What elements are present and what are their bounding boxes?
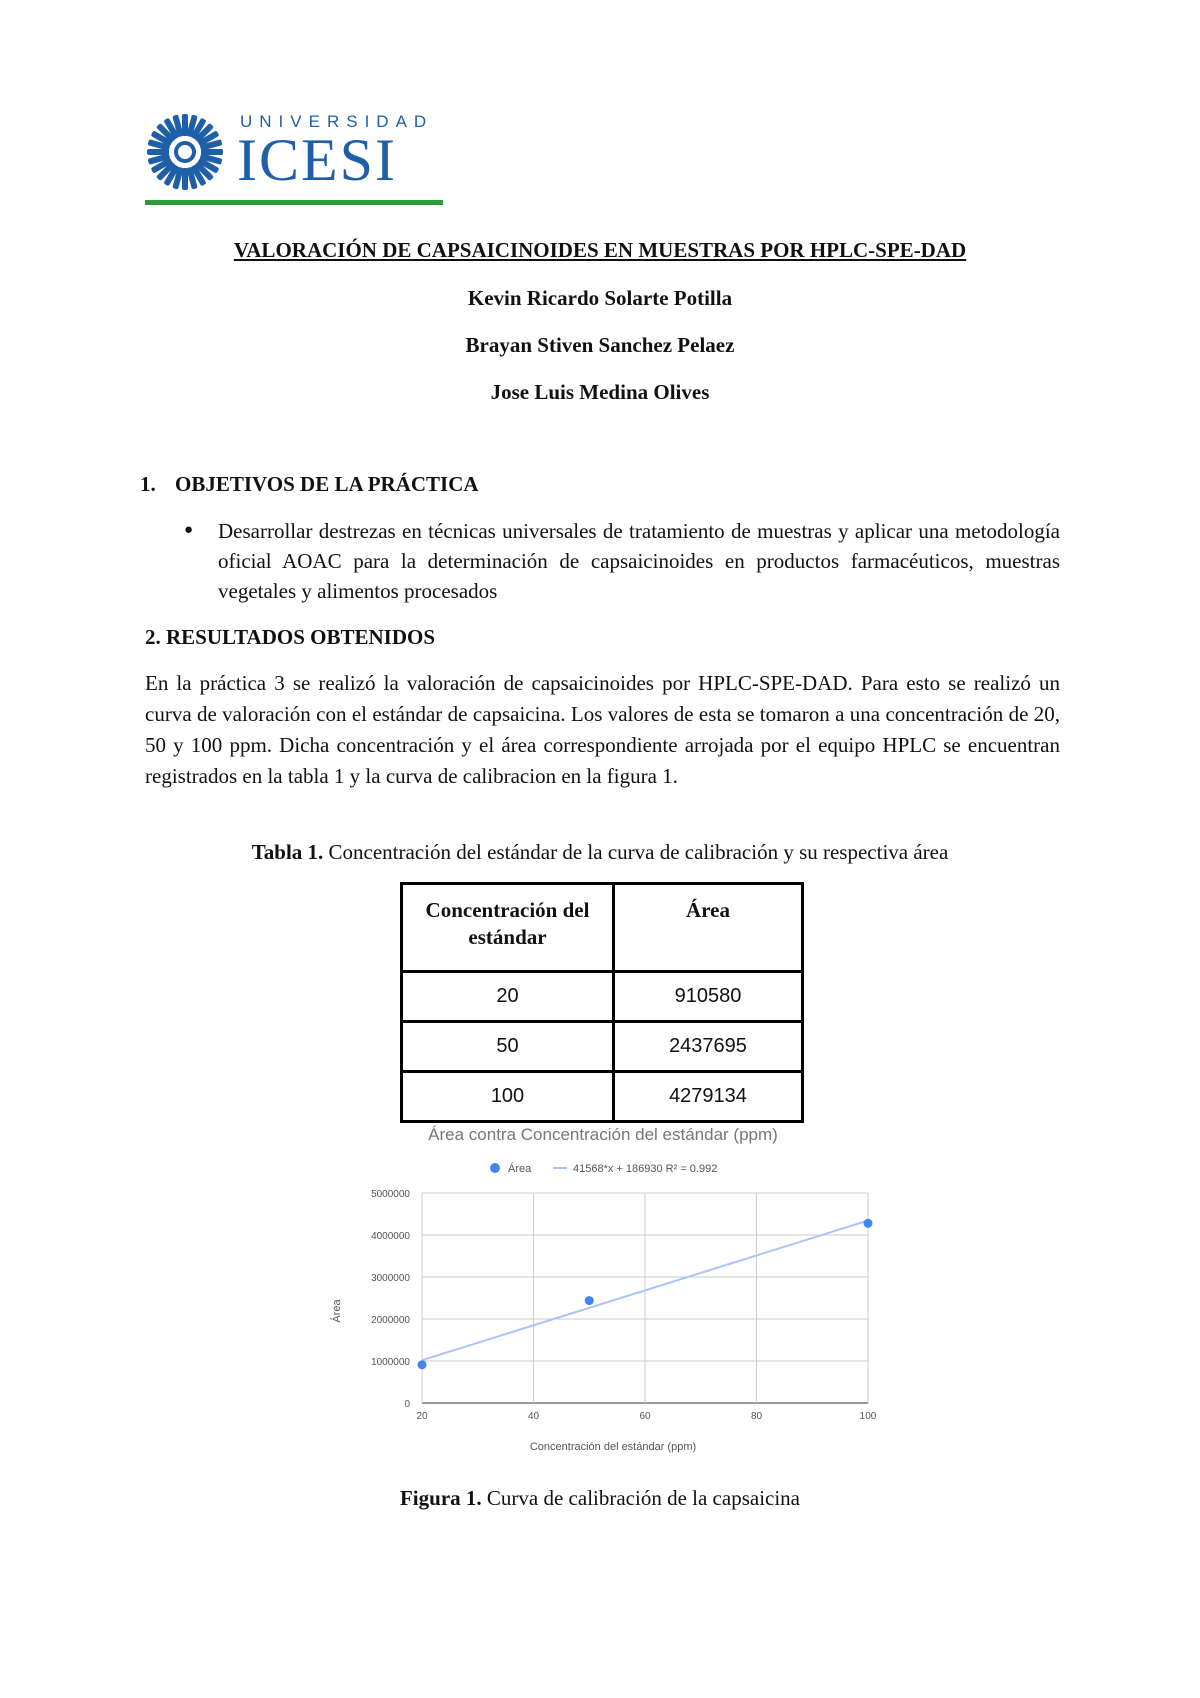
section-1-heading: OBJETIVOS DE LA PRÁCTICA: [175, 472, 479, 496]
logo-underline: [145, 200, 443, 205]
y-tick-labels: [371, 1189, 410, 1410]
figure-1-caption-label: Figura 1.: [399, 1486, 482, 1510]
figure-1-caption: [0, 1486, 1200, 1511]
x-tick-labels: [416, 1411, 876, 1422]
header-concentration: Concentración del estándar: [402, 884, 614, 972]
data-point: [864, 1219, 873, 1228]
author-2: Brayan Stiven Sanchez Pelaez: [465, 333, 735, 357]
document-title: VALORACIÓN DE CAPSAICINOIDES EN MUESTRAS POR HPLC-SPE-DAD: [233, 238, 967, 262]
x-tick-label: 80: [750, 1411, 763, 1422]
y-tick-label: 1000000: [371, 1357, 410, 1368]
x-tick-label: 100: [859, 1411, 877, 1422]
y-tick-label: 4000000: [371, 1231, 410, 1242]
legend-marker-area: [490, 1163, 500, 1173]
y-tick-label: 3000000: [371, 1273, 410, 1284]
calibration-table: [400, 882, 804, 1123]
table-row: [402, 1022, 803, 1072]
cell-concentration: 50: [402, 1022, 614, 1072]
y-axis-label: Área: [331, 1299, 343, 1323]
y-tick-label: 2000000: [371, 1315, 410, 1326]
table-row: [402, 972, 803, 1022]
university-logo: [145, 108, 445, 208]
table-1-caption-label: Tabla 1.: [251, 840, 324, 864]
chart-title: Área contra Concentración del estándar (ppm): [428, 1125, 778, 1144]
x-tick-label: 20: [416, 1411, 428, 1422]
header-area: Área: [614, 884, 803, 972]
x-tick-label: 60: [639, 1411, 651, 1422]
section-1-number: 1.: [140, 472, 156, 496]
y-tick-label: 5000000: [371, 1189, 410, 1200]
cell-area: 4279134: [614, 1072, 803, 1122]
data-point: [418, 1360, 427, 1369]
cell-area: 2437695: [614, 1022, 803, 1072]
figure-1-caption-text: Curva de calibración de la capsaicina: [481, 1486, 800, 1510]
author-3: Jose Luis Medina Olives: [490, 380, 710, 404]
logo-word-universidad: UNIVERSIDAD: [240, 112, 434, 131]
legend-label-area: Área: [508, 1163, 532, 1175]
logo-word-icesi: ICESI: [237, 127, 397, 193]
x-tick-label: 40: [527, 1411, 540, 1422]
table-header-row: [402, 884, 803, 972]
section-2-heading: 2. RESULTADOS OBTENIDOS: [145, 625, 436, 649]
results-paragraph: En la práctica 3 se realizó la valoración de capsaicinoides por HPLC-SPE-DAD. Para esto se realizó un curva de valoración con el estándar de capsaicina. Los valores de esta se tomaron a una concentración de 20, 50 y 100 ppm. Dicha concentración y el área correspondiente arrojada por el equipo HPLC se encuentran registrados en la tabla 1 y la curva de calibracion en la figura 1.: [145, 671, 1060, 788]
bullet-icon: ●: [184, 522, 194, 538]
cell-concentration: 20: [402, 972, 614, 1022]
table-1-caption-text: Concentración del estándar de la curva de calibración y su respectiva área: [323, 840, 949, 864]
y-tick-label: 0: [404, 1399, 410, 1410]
cell-area: 910580: [614, 972, 803, 1022]
objective-bullet: Desarrollar destrezas en técnicas universales de tratamiento de muestras y aplicar una metodología oficial AOAC para la determinación de capsaicinoides en productos farmacéuticos, muestras vegetales y alimentos procesados: [218, 519, 1060, 603]
icesi-sunburst-icon: [145, 112, 225, 192]
legend-label-trendline: 41568*x + 186930 R² = 0.992: [573, 1163, 718, 1175]
cell-concentration: 100: [402, 1072, 614, 1122]
table-1-caption: [0, 840, 1200, 865]
chart-grid: [422, 1193, 868, 1403]
chart-legend: [490, 1162, 717, 1175]
data-point: [585, 1296, 594, 1305]
author-1: Kevin Ricardo Solarte Potilla: [467, 286, 733, 310]
table-row: [402, 1072, 803, 1122]
calibration-chart: [320, 1118, 880, 1458]
x-axis-label: Concentración del estándar (ppm): [529, 1441, 697, 1453]
